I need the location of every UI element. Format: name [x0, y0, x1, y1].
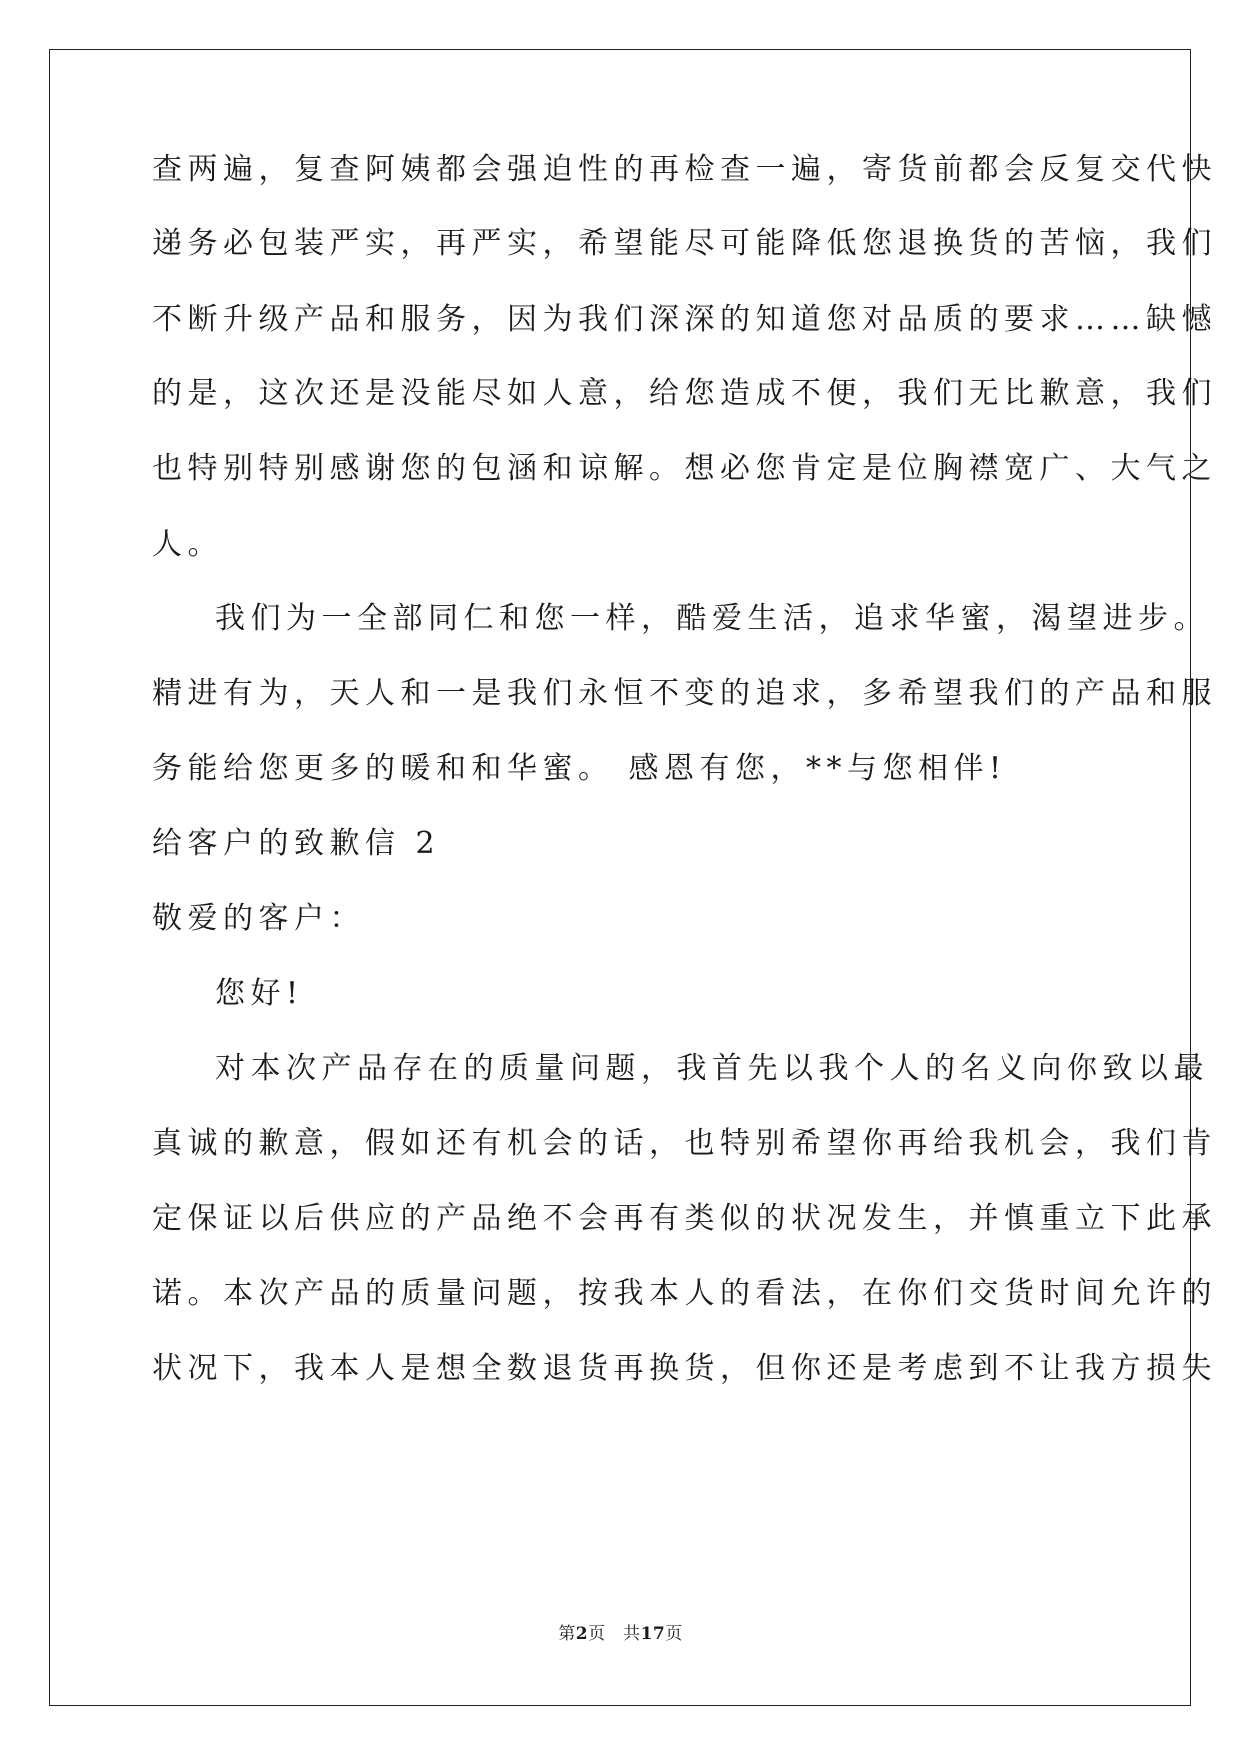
paragraph-line: 对本次产品存在的质量问题，我首先以我个人的名义向你致以最 — [215, 1051, 1209, 1086]
paragraph-line: 的是，这次还是没能尽如人意，给您造成不便，我们无比歉意，我们 — [152, 376, 1217, 411]
paragraph-line: 诺。本次产品的质量问题，按我本人的看法，在你们交货时间允许的 — [152, 1276, 1217, 1311]
paragraph-line: 不断升级产品和服务，因为我们深深的知道您对品质的要求……缺憾 — [152, 302, 1217, 337]
paragraph-line: 精进有为，天人和一是我们永恒不变的追求，多希望我们的产品和服 — [152, 676, 1217, 711]
page-footer — [0, 1624, 1241, 1644]
paragraph-line: 也特别特别感谢您的包涵和谅解。想必您肯定是位胸襟宽广、大气之 — [152, 451, 1217, 486]
paragraph-line: 务能给您更多的暖和和华蜜。 感恩有您，**与您相伴! — [152, 751, 1007, 786]
paragraph-line: 我们为一全部同仁和您一样，酷爱生活，追求华蜜，渴望进步。 — [215, 601, 1209, 636]
page-total: 17 — [640, 1624, 666, 1644]
greeting: 您好! — [215, 976, 304, 1011]
paragraph-line: 真诚的歉意，假如还有机会的话，也特别希望你再给我机会，我们肯 — [152, 1126, 1217, 1161]
letter-title: 给客户的致歉信 2 — [152, 826, 441, 861]
page-border — [49, 49, 1191, 1706]
page-prefix: 第 — [558, 1624, 576, 1644]
paragraph-line: 查两遍，复查阿姨都会强迫性的再检查一遍，寄货前都会反复交代快 — [152, 152, 1217, 187]
page-current: 2 — [575, 1624, 589, 1644]
paragraph-line: 递务必包装严实，再严实，希望能尽可能降低您退换货的苦恼，我们 — [152, 226, 1217, 261]
salutation: 敬爱的客户： — [152, 901, 365, 936]
paragraph-line: 人。 — [152, 527, 223, 562]
page-mid: 页 共 — [588, 1624, 641, 1644]
page-suffix: 页 — [665, 1624, 683, 1644]
paragraph-line: 状况下，我本人是想全数退货再换货，但你还是考虑到不让我方损失 — [152, 1351, 1217, 1386]
paragraph-line: 定保证以后供应的产品绝不会再有类似的状况发生，并慎重立下此承 — [152, 1201, 1217, 1236]
